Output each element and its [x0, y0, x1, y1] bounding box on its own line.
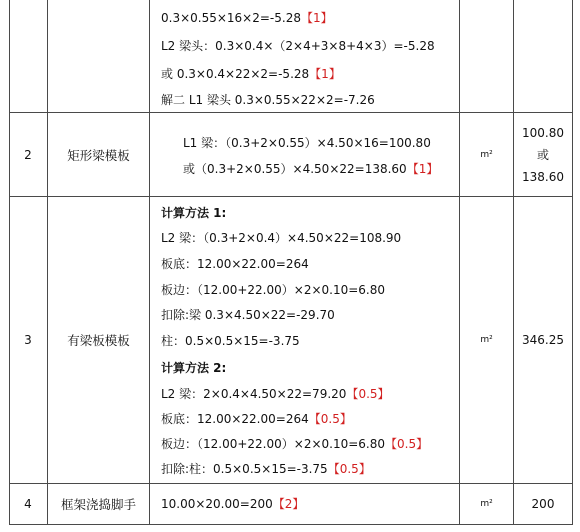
item-name: 有梁板模板 — [67, 333, 130, 348]
calc-line: 板底：12.00×22.00=264 — [161, 257, 309, 271]
calculation-table — [9, 0, 573, 525]
score-points: 【 0.5 】 — [328, 462, 371, 476]
table-bottom-border — [9, 524, 573, 525]
unit-cell: m² — [480, 499, 493, 509]
calc-line: L2 梁：2×0.4×4.50×22=79.20【 0.5 】 — [161, 386, 390, 402]
score-points: 【 2 】 — [273, 497, 305, 511]
score-points: 【 1 】 — [309, 67, 341, 81]
amount-value: 346.25 — [522, 333, 564, 347]
item-number: 4 — [24, 497, 32, 511]
score-points: 【 1 】 — [301, 11, 333, 25]
calc-line: 或（0.3+2×0.55）×4.50×22=138.60【 1 】 — [183, 161, 438, 177]
method-heading: 计算方法 2: — [161, 361, 227, 375]
calc-line: 或 0.3×0.4×22×2=-5.28【 1 】 — [161, 66, 341, 82]
amount-value: 200 — [531, 497, 555, 511]
calc-line: 扣除:梁 0.3×4.50×22=-29.70 — [161, 308, 335, 322]
calc-line: 解二 L1 梁头 0.3×0.55×22×2=-7.26 — [161, 93, 375, 107]
calc-line: 扣除:柱：0.5×0.5×15=-3.75【 0.5 】 — [161, 461, 371, 477]
unit-cell: m² — [480, 335, 493, 345]
item-number: 2 — [24, 147, 32, 162]
calc-line: 10.00×20.00=200【 2 】 — [161, 496, 304, 512]
amount-value: 138.60 — [522, 169, 564, 184]
amount-value: 或 — [536, 147, 549, 162]
calc-line: L2 梁：（0.3+2×0.4）×4.50×22=108.90 — [161, 231, 402, 245]
calc-line: L2 梁头：0.3×0.4×（2×4+3×8+4×3）=-5.28 — [161, 39, 435, 53]
calc-line: 板边：（12.00+22.00）×2×0.10=6.80 — [161, 283, 385, 297]
score-points: 【 0.5 】 — [309, 412, 352, 426]
amount-cell — [514, 113, 572, 196]
column-divider — [572, 0, 573, 525]
item-number: 3 — [24, 333, 32, 347]
column-divider — [149, 0, 150, 525]
item-name: 框架浇捣脚手 — [60, 497, 136, 512]
calc-line: 板边：（12.00+22.00）×2×0.10=6.80【 0.5 】 — [161, 436, 428, 452]
calculation-cell — [161, 0, 491, 112]
calc-line: 0.3×0.55×16×2=-5.28【 1 】 — [161, 10, 333, 26]
amount-value: 100.80 — [522, 125, 564, 140]
calc-line: 柱：0.5×0.5×15=-3.75 — [161, 334, 300, 348]
score-points: 【 1 】 — [407, 162, 439, 176]
item-name: 矩形梁模板 — [67, 147, 130, 163]
unit-cell: m² — [480, 149, 493, 160]
score-points: 【 0.5 】 — [346, 387, 389, 401]
calc-line: L1 梁：（0.3+2×0.55）×4.50×16=100.80 — [183, 136, 431, 150]
method-heading: 计算方法 1: — [161, 206, 227, 220]
score-points: 【 0.5 】 — [385, 437, 428, 451]
calculation-cell — [161, 484, 491, 524]
calculation-cell — [161, 113, 491, 196]
calc-line: 板底：12.00×22.00=264【 0.5 】 — [161, 411, 352, 427]
calculation-cell — [161, 197, 491, 483]
